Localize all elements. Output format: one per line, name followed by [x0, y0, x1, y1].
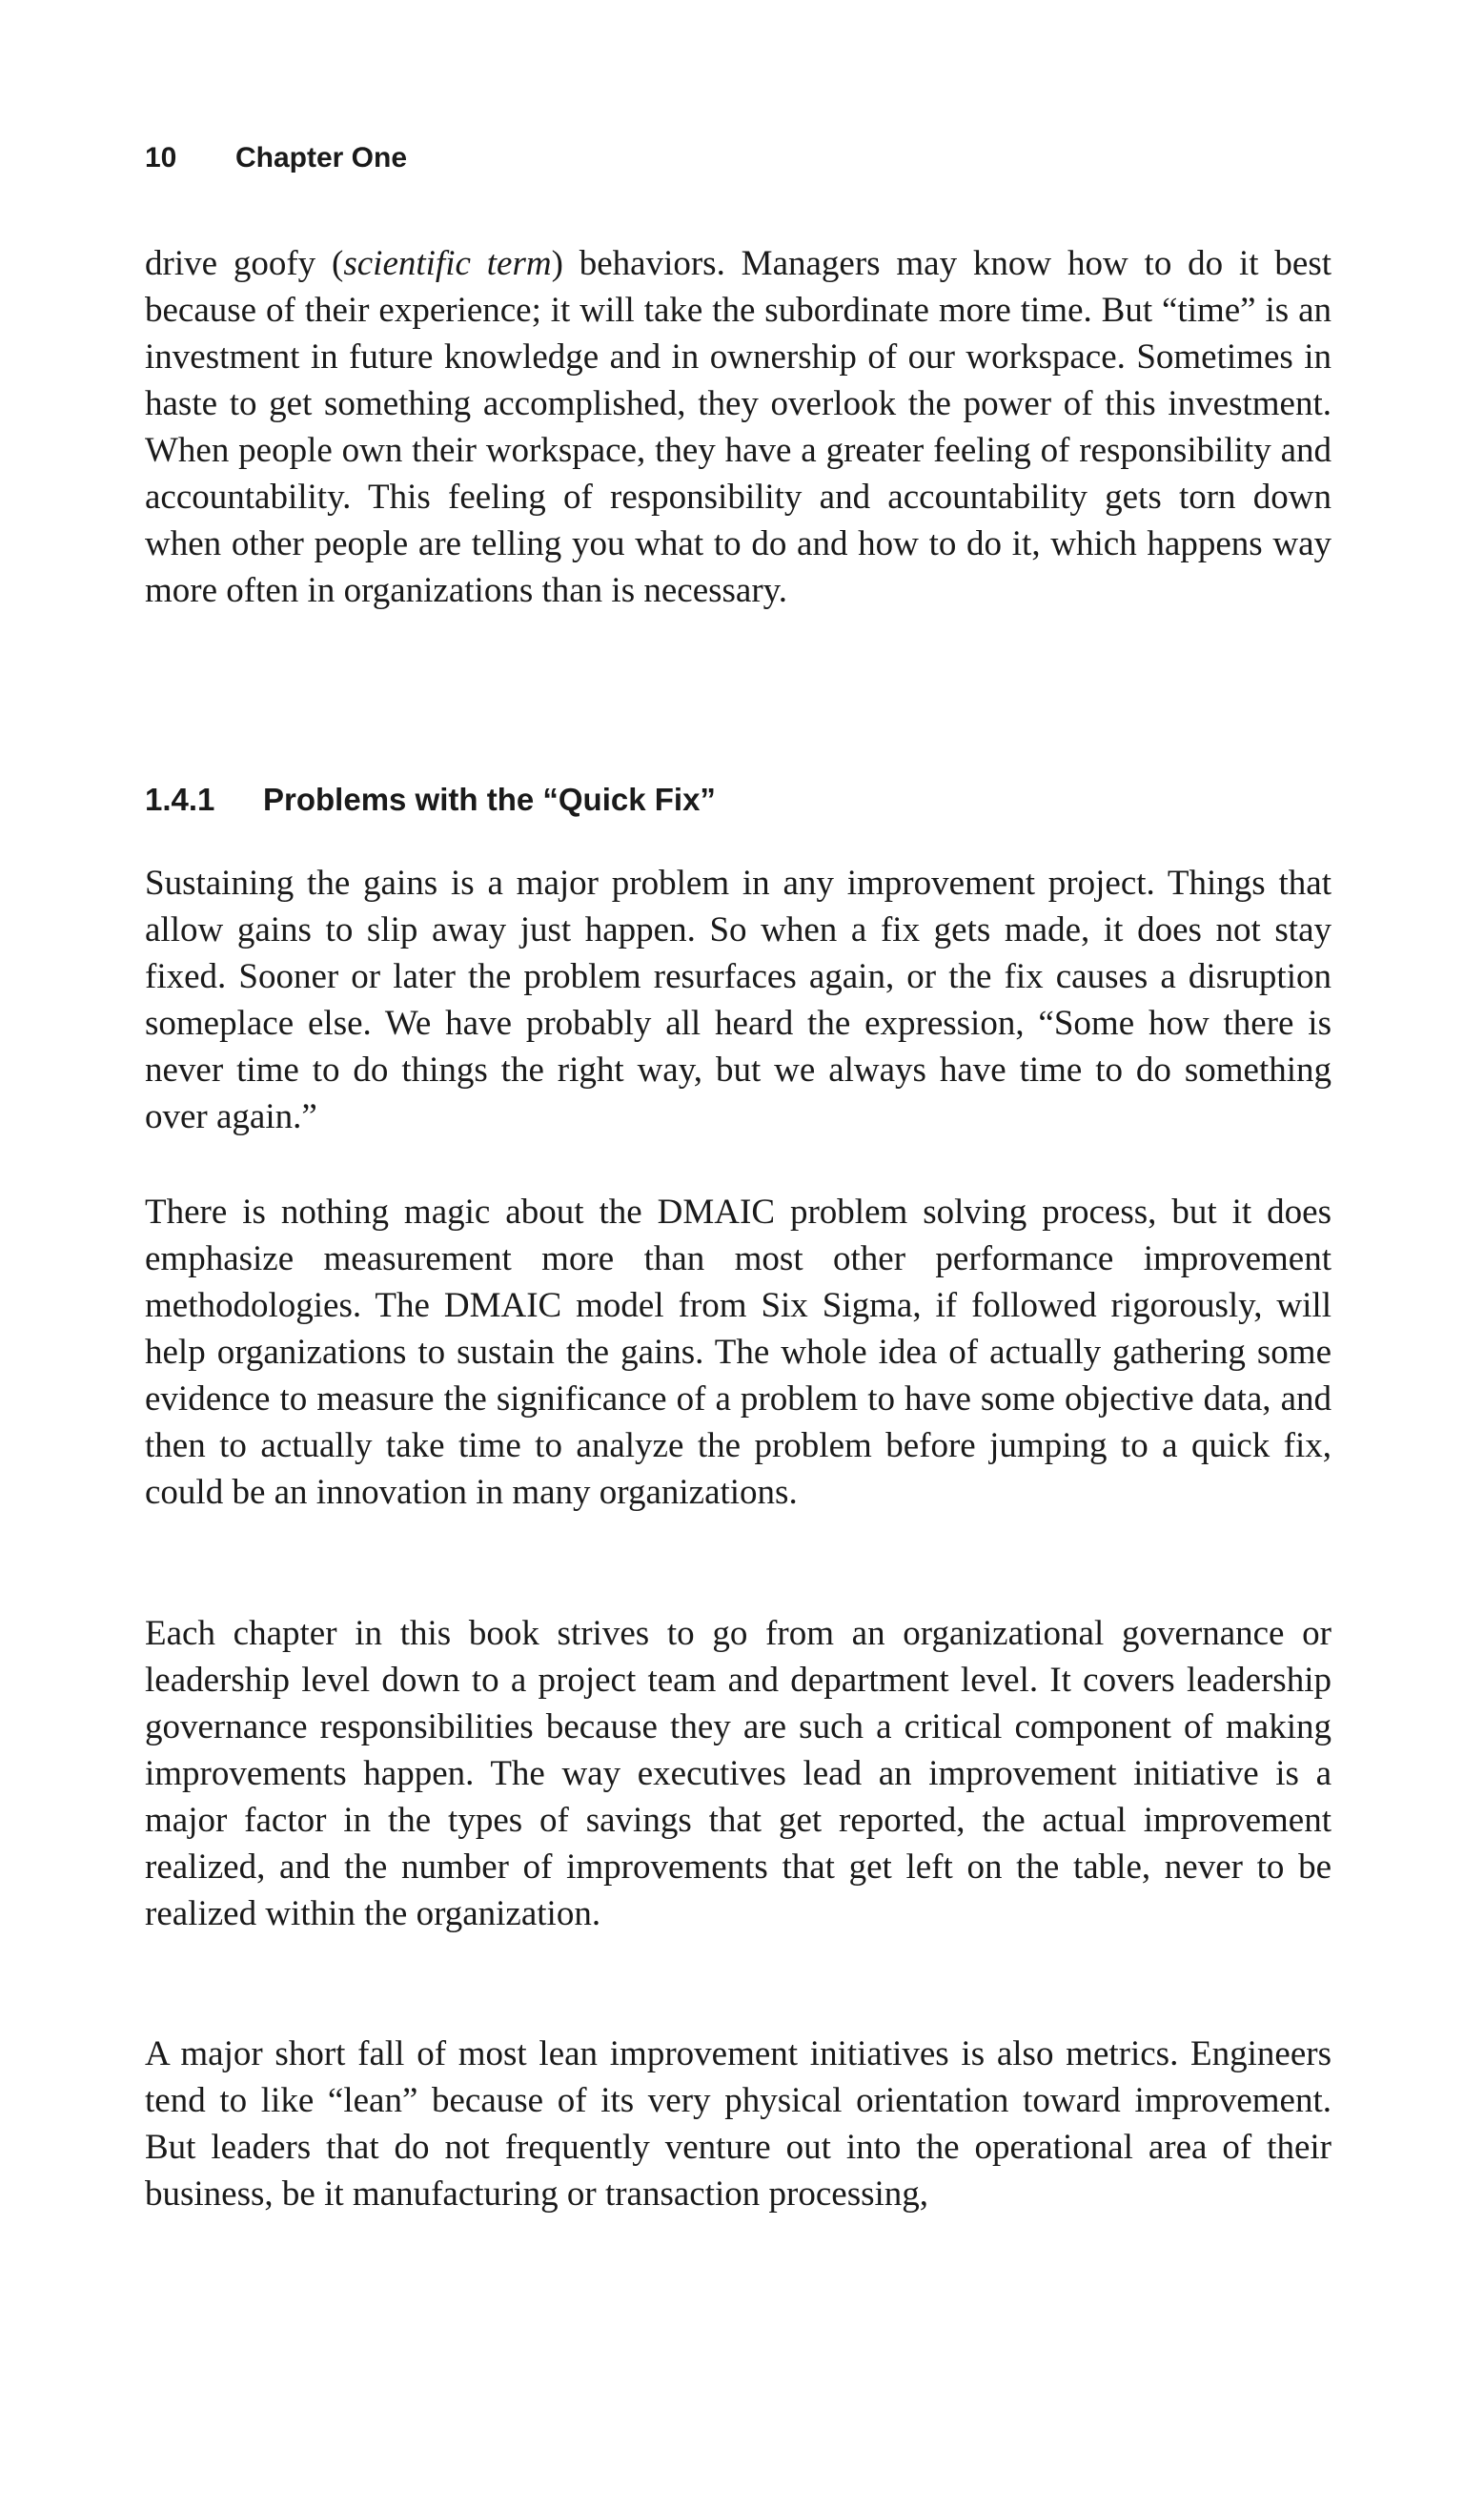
paragraph-2-text: Sustaining the gains is a major problem in any improvement project. Things that allow gains to slip away just happen. So when a fix gets made, it does not stay fixed. Sooner or later the problem resurfaces again, or the fix causes a disruption someplace else. We have probably all heard the expression, “Some how there is never time to do things the right way, but we always have time to do something over again.” [145, 864, 1332, 1136]
paragraph-2 [145, 860, 1332, 1140]
paragraph-1-italic-term: scientific term [343, 244, 552, 283]
paragraph-1-rest: ) behaviors. Managers may know how to do it best because of their experience; it will take the subordinate more time. But “time” is an investment in future knowledge and in ownership of our workspace. Sometimes in haste to get something accomplished, they overlook the power of this investment. When people own their workspace, they have a greater feeling of responsibility and accountability. This feeling of responsibility and accountability gets torn down when other people are telling you what to do and how to do it, which happens way more often in organizations than is necessary. [145, 244, 1332, 610]
paragraph-3 [145, 1189, 1332, 1516]
paragraph-1 [145, 240, 1332, 614]
paragraph-1-lead: drive goofy ( [145, 244, 344, 283]
paragraph-5 [145, 2031, 1332, 2217]
paragraph-4 [145, 1610, 1332, 1937]
running-head [145, 141, 407, 175]
paragraph-3-text: There is nothing magic about the DMAIC problem solving process, but it does emphasize measurement more than most other performance improvement methodologies. The DMAIC model from Six Sigma, if followed rigorously, will help organizations to sustain the gains. The whole idea of actually gathering some evidence to measure the significance of a problem to have some objective data, and then to actually take time to analyze the problem before jumping to a quick fix, could be an innovation in many organizations. [145, 1193, 1332, 1512]
section-title: Problems with the “Quick Fix” [263, 782, 716, 817]
chapter-title: Chapter One [235, 142, 408, 174]
paragraph-4-text: Each chapter in this book strives to go from an organizational governance or leadership level down to a project team and department level. It covers leadership governance responsibilities because they are such a critical component of making improvements happen. The way executives lead an improvement initiative is a major factor in the types of savings that get reported, the actual improvement realized, and the number of improvements that get left on the table, never to be realized within the organization. [145, 1614, 1332, 1933]
page-number: 10 [145, 142, 177, 174]
paragraph-5-text: A major short fall of most lean improvement initiatives is also metrics. Engineers tend to like “lean” because of its very physical orientation toward improvement. But leaders that do not frequently venture out into the operational area of their business, be it manufacturing or transaction processing, [145, 2034, 1332, 2214]
section-heading [145, 781, 716, 819]
section-number: 1.4.1 [145, 782, 215, 817]
